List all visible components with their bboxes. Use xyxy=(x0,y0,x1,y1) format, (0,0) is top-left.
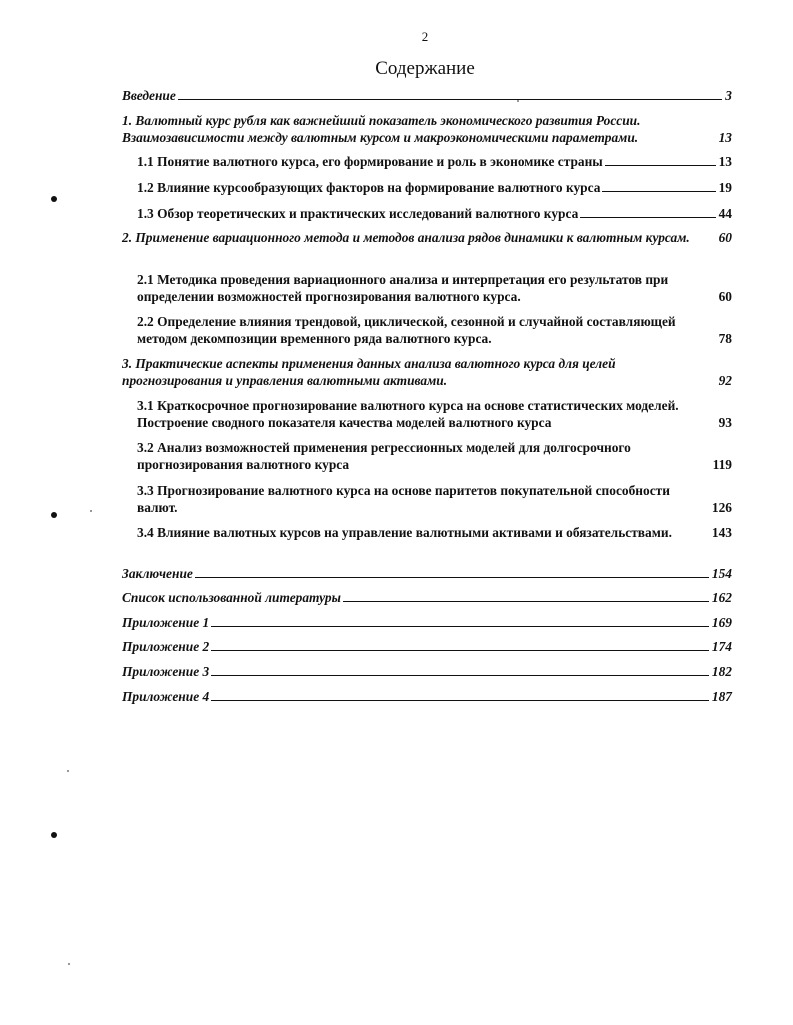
toc-entry-1-1 xyxy=(137,153,732,170)
toc-entry-chapter-1 xyxy=(122,112,732,146)
toc-entry-3-1 xyxy=(137,397,732,431)
toc-entry-appendix-3 xyxy=(122,663,732,680)
toc-entry-3-2 xyxy=(137,439,732,473)
toc-entry-conclusion xyxy=(122,565,732,582)
toc-entry-label: Приложение 3 xyxy=(122,664,210,679)
toc-entry-1-2 xyxy=(137,179,732,196)
toc-page-number: 13 xyxy=(718,154,732,169)
page-title: Содержание xyxy=(375,58,475,79)
toc-page-number: 60 xyxy=(718,289,732,304)
toc-page-number: 93 xyxy=(718,415,732,430)
dotted-leader xyxy=(211,700,709,701)
scan-speck xyxy=(517,100,519,102)
toc-entry-3-3 xyxy=(137,482,732,516)
toc-page-number: 182 xyxy=(711,664,732,679)
toc-page-number: 169 xyxy=(711,615,732,630)
toc-entry-label: 3. Практические аспекты применения данных анализа валютного курса для целей прогнозирования и управления валютными активами. xyxy=(122,356,616,388)
toc-entry-label: 2.1 Методика проведения вариационного анализа и интерпретация его результатов при определении возможностей прогнозирования валютного курса. xyxy=(137,272,669,304)
toc-entry-label: 3.1 Краткосрочное прогнозирование валютного курса на основе статистических моделей. Построение сводного показателя качества моделей валютного курса xyxy=(137,398,679,430)
toc-page-number: 44 xyxy=(718,206,732,221)
toc-page-number: 78 xyxy=(718,331,732,346)
toc-entry-label: Заключение xyxy=(122,566,193,581)
toc-page-number: 119 xyxy=(712,457,732,472)
binder-hole-mark xyxy=(51,832,57,838)
toc-page-number: 154 xyxy=(711,566,732,581)
toc-page-number: 60 xyxy=(718,230,732,245)
toc-entry-label: 1.1 Понятие валютного курса, его формирование и роль в экономике страны xyxy=(137,154,603,169)
toc-page-number: 92 xyxy=(718,373,732,388)
dotted-leader xyxy=(343,601,709,602)
toc-entry-appendix-2 xyxy=(122,638,732,655)
toc-entry-chapter-3 xyxy=(122,355,732,389)
dotted-leader xyxy=(602,191,715,192)
toc-page-number: 143 xyxy=(711,525,732,540)
dotted-leader xyxy=(211,626,709,627)
toc-entry-label: 1.2 Влияние курсообразующих факторов на формирование валютного курса xyxy=(137,180,601,195)
scan-speck xyxy=(68,963,70,965)
toc-entry-appendix-4 xyxy=(122,688,732,705)
page-number: 2 xyxy=(421,29,429,44)
toc-entry-appendix-1 xyxy=(122,614,732,631)
toc-entry-references xyxy=(122,589,732,606)
dotted-leader xyxy=(211,650,709,651)
toc-entry-label: Список использованной литературы xyxy=(122,590,341,605)
toc-page-number: 126 xyxy=(711,500,732,515)
toc-entry-label: Приложение 2 xyxy=(122,639,210,654)
toc-entry-label: Приложение 1 xyxy=(122,615,210,630)
toc-entry-label: Приложение 4 xyxy=(122,689,210,704)
toc-page-number: 3 xyxy=(725,88,732,103)
scan-speck xyxy=(90,510,92,512)
toc-page-number: 187 xyxy=(711,689,732,704)
dotted-leader xyxy=(195,577,709,578)
toc-entry-label: 1.3 Обзор теоретических и практических исследований валютного курса xyxy=(137,206,579,221)
toc-page-number: 174 xyxy=(711,639,732,654)
toc-entry-1-3 xyxy=(137,205,732,222)
toc-entry-label: 3.4 Влияние валютных курсов на управление валютными активами и обязательствами. xyxy=(137,525,672,540)
dotted-leader xyxy=(178,99,723,100)
toc-entry-label: 2. Применение вариационного метода и методов анализа рядов динамики к валютным курсам. xyxy=(122,230,690,245)
toc-page-number: 13 xyxy=(718,130,732,145)
toc-page-number: 19 xyxy=(718,180,732,195)
toc-entry-introduction xyxy=(122,87,732,104)
dotted-leader xyxy=(580,217,715,218)
binder-hole-mark xyxy=(51,196,57,202)
toc-entry-2-1 xyxy=(137,271,732,305)
toc-entry-chapter-2 xyxy=(122,229,732,246)
dotted-leader xyxy=(605,165,716,166)
binder-hole-mark xyxy=(51,512,57,518)
toc-entry-3-4 xyxy=(137,524,732,541)
dotted-leader xyxy=(211,675,709,676)
scan-speck xyxy=(67,770,69,772)
toc-entry-label: Введение xyxy=(122,88,176,103)
toc-page-number: 162 xyxy=(711,590,732,605)
toc-entry-label: 1. Валютный курс рубля как важнейший показатель экономического развития России. Взаимозависимости между валютным курсом и макроэкономическими параметрами. xyxy=(122,113,641,145)
toc-entry-label: 3.2 Анализ возможностей применения регрессионных моделей для долгосрочного прогнозирования валютного курса xyxy=(137,440,631,472)
toc-entry-2-2 xyxy=(137,313,732,347)
toc-entry-label: 3.3 Прогнозирование валютного курса на основе паритетов покупательной способности валют. xyxy=(137,483,670,515)
toc-entry-label: 2.2 Определение влияния трендовой, циклической, сезонной и случайной составляющей методом декомпозиции временного ряда валютного курса. xyxy=(137,314,676,346)
